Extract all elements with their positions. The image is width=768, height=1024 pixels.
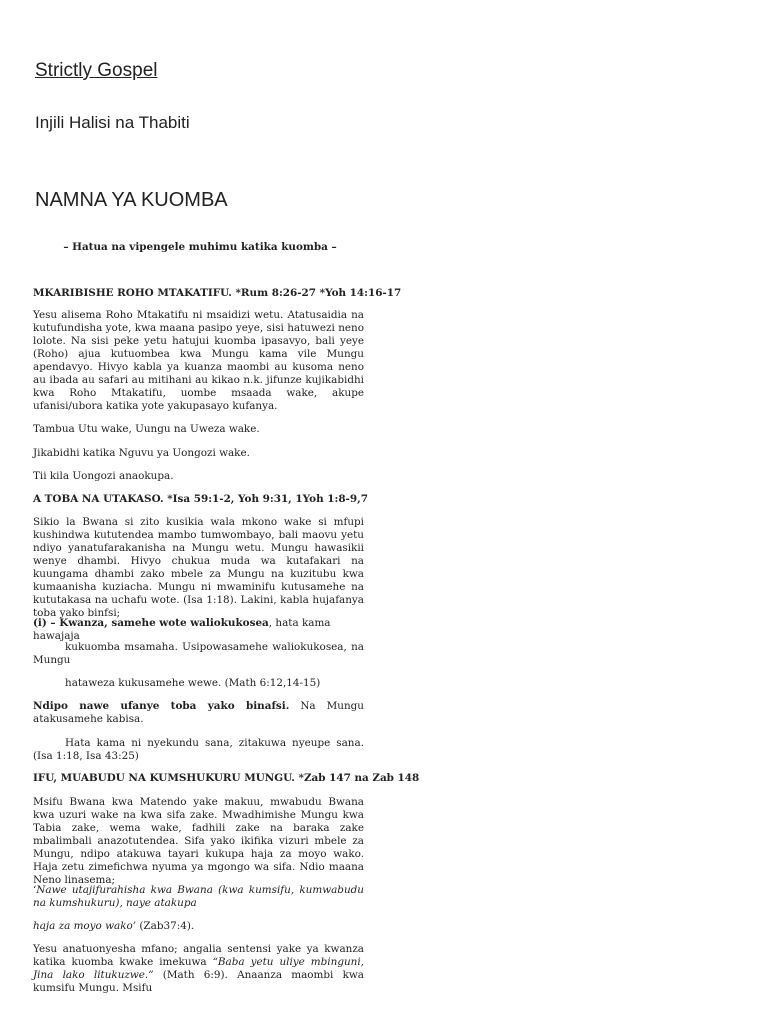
paragraph-text: Na Mungu atakusamehe kabisa. [33,700,364,725]
paragraph: Yesu alisema Roho Mtakatifu ni msaidizi wetu. Atatusaidia na kutufundisha yote, kwa maana pasipo yeye, sisi hatuwezi neno lolote. Na sisi peke yetu hatujui kuomba ipasavyo, bali yeye (Roho) ajua kutuombea kwa Mungu kama vile Mungu apendavyo. Hivyo kabla ya kuanza maombi au kusoma neno au ibada au safari au mitihani au kikao n.k. jifunze kujikabidhi kwa Roho Mtakatifu, uombe msaada wake, akupe ufanisi/ubora katika yote yakupasayo kufanya. [33,309,364,412]
paragraph: Tii kila Uongozi anaokupa. [33,470,174,482]
paragraph [33,943,364,995]
section-heading-toba: A TOBA NA UTAKASO. *Isa 59:1-2, Yoh 9:31, 1Yoh 1:8-9,7 [33,493,368,505]
paragraph: Tambua Utu wake, Uungu na Uweza wake. [33,423,260,435]
emphasis-text: (i) – Kwanza, samehe wote waliokukosea [33,617,269,629]
post-title: NAMNA YA KUOMBA [35,189,228,211]
quote-text: haja za moyo wako’ [33,920,137,932]
paragraph: Hata kama ni nyekundu sana, zitakuwa nyeupe sana. (Isa 1:18, Isa 43:25) [33,737,364,762]
paragraph [33,700,364,726]
paragraph: hataweza kukusamehe wewe. (Math 6:12,14-15) [65,677,321,689]
paragraph [33,617,364,643]
paragraph: Jikabidhi katika Nguvu ya Uongozi wake. [33,447,250,459]
paragraph: Msifu Bwana kwa Matendo yake makuu, mwabudu Bwana kwa uzuri wake na kwa sifa zake. Mwadhimishe Mungu kwa Tabia zake, wema wake, fadhili zake na baraka zake mbalimbali anazotutendea. Sifa yako ikifika vizuri mbele za Mungu, ndipo atakuwa tayari kukupa haja za moyo wako. Haja zetu zimefichwa nyuma ya mgongo wa sifa. Ndio maana Neno linasema; [33,796,364,886]
site-tagline: Injili Halisi na Thabiti [35,113,190,132]
quote-paragraph: ‘Nawe utajifurahisha kwa Bwana (kwa kumsifu, kumwabudu na kumshukuru), naye atakupa [33,884,364,909]
paragraph-text: , hata kama hawajaja [33,617,331,642]
site-title-link[interactable]: Strictly Gospel [35,60,158,81]
section-heading-sifa: IFU, MUABUDU NA KUMSHUKURU MUNGU. *Zab 147 na Zab 148 [33,772,420,784]
quote-text: “Baba yetu uliye mbinguni, Jina lako litukuzwe.” [33,956,364,981]
paragraph [33,920,364,933]
emphasis-text: Ndipo nawe ufanye toba yako binafsi. [33,700,290,712]
paragraph: kukuomba msamaha. Usipowasamehe waliokukosea, na Mungu [33,641,364,666]
document-subtitle: – Hatua na vipengele muhimu katika kuomba – [63,241,337,253]
paragraph: Sikio la Bwana si zito kusikia wala mkono wake si mfupi kushindwa kututendea mambo tumwombayo, bali maovu yetu ndiyo yanatufarakanisha na Mungu wetu. Mungu hawasikii wenye dhambi. Hivyo chukua muda wa kutafakari na kuungama dhambi zako mbele za Mungu na kuzitubu kwa kumaanisha kuziacha. Mungu ni mwaminifu kutusamehe na kututakasa na uchafu wote. (Isa 1:18). Lakini, kabla hujafanya toba yako binfsi; [33,516,364,619]
paragraph-text: (Zab37:4). [136,920,195,932]
section-heading-roho: MKARIBISHE ROHO MTAKATIFU. *Rum 8:26-27 *Yoh 14:16-17 [33,287,402,299]
paragraph-text: (Math 6:9). Anaanza maombi kwa kumsifu Mungu. Msifu [33,969,365,994]
paragraph-text: Yesu anatuonyesha mfano; angalia sentensi yake ya kwanza katika kuomba kwake imekuwa [33,943,364,968]
